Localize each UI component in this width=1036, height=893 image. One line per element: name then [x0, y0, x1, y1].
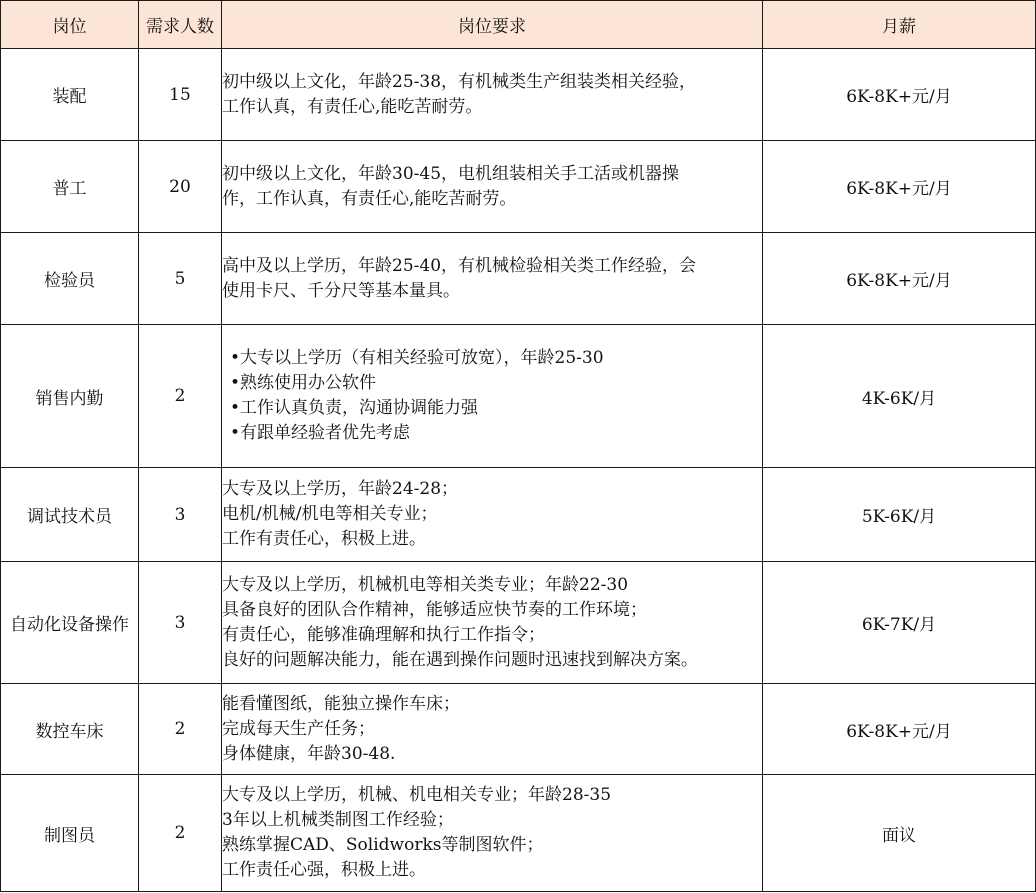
requirement-line: 大专及以上学历，年龄24-28； — [222, 479, 459, 499]
salary-cell: 6K-8K+元/月 — [763, 49, 1036, 141]
requirement-line: 作，工作认真，有责任心,能吃苦耐劳。 — [222, 188, 517, 209]
requirement-line: 高中及以上学历，年龄25-40，有机械检验相关类工作经验，会 — [222, 255, 697, 276]
requirement-line: 电机/机械/机电等相关专业； — [222, 504, 438, 524]
requirement-line: 工作有责任心，积极上进。 — [222, 529, 426, 549]
position-cell: 装配 — [1, 49, 139, 141]
requirement-bullet: •大专以上学历（有相关经验可放宽），年龄25-30 — [230, 348, 604, 368]
requirement-line: 使用卡尺、千分尺等基本量具。 — [222, 280, 460, 301]
table-row — [1, 325, 1036, 468]
table-row — [1, 141, 1036, 233]
requirement-line: 大专及以上学历，机械机电等相关类专业；年龄22-30 — [222, 574, 629, 595]
count-cell: 20 — [139, 141, 222, 233]
requirement-line: 工作认真，有责任心,能吃苦耐劳。 — [222, 96, 483, 117]
requirements-cell — [222, 49, 763, 141]
position-cell: 检验员 — [1, 233, 139, 325]
requirements-cell — [222, 562, 763, 684]
table-row — [1, 49, 1036, 141]
requirements-cell — [222, 684, 763, 775]
table-row — [1, 468, 1036, 562]
header-salary: 月薪 — [763, 1, 1036, 49]
salary-cell: 6K-8K+元/月 — [763, 684, 1036, 775]
position-cell: 普工 — [1, 141, 139, 233]
header-row — [1, 1, 1036, 49]
table-row — [1, 233, 1036, 325]
requirement-line: 能看懂图纸，能独立操作车床； — [222, 693, 460, 714]
position-cell: 制图员 — [1, 775, 139, 892]
requirement-line: 初中级以上文化，年龄25-38，有机械类生产组装类相关经验， — [222, 71, 697, 92]
requirement-line: 具备良好的团队合作精神，能够适应快节奏的工作环境； — [222, 599, 647, 620]
requirement-line: 熟练掌握CAD、Solidworks等制图软件； — [222, 835, 544, 855]
table-row — [1, 684, 1036, 775]
requirements-cell — [222, 325, 763, 468]
count-cell: 2 — [139, 325, 222, 468]
salary-cell: 6K-8K+元/月 — [763, 141, 1036, 233]
table-row — [1, 562, 1036, 684]
requirement-bullet: •有跟单经验者优先考虑 — [230, 423, 411, 443]
position-cell: 数控车床 — [1, 684, 139, 775]
salary-cell: 4K-6K/月 — [763, 325, 1036, 468]
requirement-line: 初中级以上文化，年龄30-45，电机组装相关手工活或机器操 — [222, 163, 680, 184]
salary-cell: 5K-6K/月 — [763, 468, 1036, 562]
requirements-cell — [222, 233, 763, 325]
position-cell: 销售内勤 — [1, 325, 139, 468]
header-count: 需求人数 — [139, 1, 222, 49]
requirements-cell — [222, 468, 763, 562]
requirement-line: 完成每天生产任务； — [222, 718, 375, 739]
requirement-line: 身体健康，年龄30-48. — [222, 743, 396, 764]
count-cell: 2 — [139, 684, 222, 775]
requirement-line: 大专及以上学历，机械、机电相关专业；年龄28-35 — [222, 785, 612, 805]
salary-cell: 面议 — [763, 775, 1036, 892]
position-cell: 调试技术员 — [1, 468, 139, 562]
requirement-line: 良好的问题解决能力，能在遇到操作问题时迅速找到解决方案。 — [222, 649, 698, 670]
count-cell: 15 — [139, 49, 222, 141]
count-cell: 3 — [139, 468, 222, 562]
header-position: 岗位 — [1, 1, 139, 49]
salary-cell: 6K-7K/月 — [763, 562, 1036, 684]
count-cell: 5 — [139, 233, 222, 325]
count-cell: 2 — [139, 775, 222, 892]
header-requirements: 岗位要求 — [222, 1, 763, 49]
requirement-bullet: •工作认真负责，沟通协调能力强 — [230, 398, 479, 418]
requirements-cell — [222, 775, 763, 892]
requirement-line: 工作责任心强，积极上进。 — [222, 860, 426, 880]
salary-cell: 6K-8K+元/月 — [763, 233, 1036, 325]
count-cell: 3 — [139, 562, 222, 684]
requirement-line: 3年以上机械类制图工作经验； — [222, 810, 454, 830]
requirements-cell — [222, 141, 763, 233]
position-cell: 自动化设备操作 — [1, 562, 139, 684]
requirement-bullet: •熟练使用办公软件 — [230, 373, 377, 393]
table-row — [1, 775, 1036, 892]
requirement-line: 有责任心，能够准确理解和执行工作指令； — [222, 624, 545, 645]
